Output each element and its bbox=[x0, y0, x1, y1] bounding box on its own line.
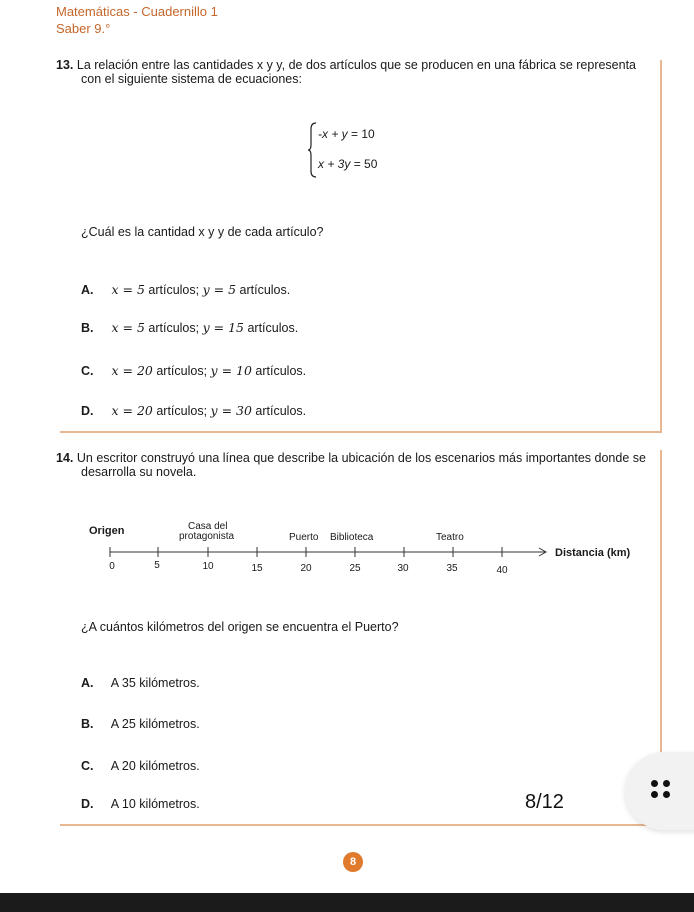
q14-text-line2: desarrolla su novela. bbox=[81, 465, 197, 479]
option-letter: B. bbox=[81, 321, 94, 335]
q13-bottom-rule bbox=[60, 431, 662, 433]
option-text: A 10 kilómetros. bbox=[110, 797, 200, 811]
grid-dots-icon bbox=[651, 780, 673, 802]
q14-number: 14. bbox=[56, 451, 74, 465]
tick-label-30: 30 bbox=[397, 563, 409, 574]
equation-2 bbox=[318, 157, 377, 171]
q13-option-b[interactable] bbox=[81, 320, 298, 335]
option-letter: D. bbox=[81, 797, 94, 811]
q14-option-c[interactable] bbox=[81, 759, 200, 773]
option-y-unit: artículos. bbox=[251, 404, 307, 418]
option-text: A 35 kilómetros. bbox=[110, 676, 200, 690]
option-text: A 20 kilómetros. bbox=[110, 759, 200, 773]
option-x-value: x = 20 bbox=[111, 363, 153, 378]
tick-label-10: 10 bbox=[202, 561, 214, 572]
equation-2-rhs: = 50 bbox=[353, 157, 378, 171]
q13-number: 13. bbox=[56, 58, 74, 72]
option-letter: B. bbox=[81, 717, 94, 731]
tick-label-25: 25 bbox=[349, 563, 361, 574]
grid-menu-button[interactable] bbox=[625, 752, 694, 830]
tick-label-20: 20 bbox=[300, 563, 312, 574]
q14-bottom-rule bbox=[60, 824, 660, 826]
option-x-value: x = 20 bbox=[111, 403, 153, 418]
q13-text-line1: La relación entre las cantidades x y y, de dos artículos que se producen en una fábrica se representa bbox=[76, 58, 637, 72]
q13-option-c[interactable] bbox=[81, 363, 306, 378]
q14-statement bbox=[56, 451, 656, 465]
equation-1 bbox=[318, 127, 375, 141]
brace-icon bbox=[308, 121, 318, 179]
grade-label: Saber 9.° bbox=[56, 21, 111, 36]
option-y-value: y = 10 bbox=[210, 363, 252, 378]
page-counter: 8/12 bbox=[525, 791, 564, 813]
q13-text-line2: con el siguiente sistema de ecuaciones: bbox=[81, 72, 302, 86]
q13-option-d[interactable] bbox=[81, 403, 306, 418]
label-teatro: Teatro bbox=[436, 532, 464, 543]
label-axis: Distancia (km) bbox=[555, 547, 631, 559]
option-x-value: x = 5 bbox=[111, 320, 145, 335]
number-line-figure bbox=[0, 510, 694, 580]
equation-2-lhs: x + 3y bbox=[318, 157, 351, 171]
label-puerto: Puerto bbox=[289, 532, 319, 543]
option-letter: A. bbox=[81, 283, 94, 297]
q13-option-a[interactable] bbox=[81, 282, 290, 297]
option-x-unit: artículos; bbox=[152, 364, 211, 378]
label-casa-line2: protagonista bbox=[179, 531, 235, 542]
tick-label-35: 35 bbox=[446, 563, 458, 574]
equation-system bbox=[308, 121, 418, 179]
label-biblioteca: Biblioteca bbox=[330, 532, 374, 543]
q14-option-a[interactable] bbox=[81, 676, 200, 690]
q14-option-b[interactable] bbox=[81, 717, 200, 731]
option-y-value: y = 30 bbox=[210, 403, 252, 418]
option-x-unit: artículos; bbox=[144, 283, 203, 297]
option-x-value: x = 5 bbox=[111, 282, 145, 297]
label-casa-line1: Casa del bbox=[188, 521, 228, 532]
option-letter: D. bbox=[81, 404, 94, 418]
option-y-unit: artículos. bbox=[251, 364, 307, 378]
q14-text-line1: Un escritor construyó una línea que describe la ubicación de los escenarios más importantes donde se bbox=[76, 451, 646, 465]
equation-1-lhs: -x + y bbox=[318, 127, 348, 141]
option-y-value: y = 5 bbox=[202, 282, 237, 297]
option-y-value: y = 15 bbox=[202, 320, 244, 335]
q13-side-rule bbox=[660, 60, 662, 432]
label-origin: Origen bbox=[89, 525, 125, 537]
option-letter: C. bbox=[81, 759, 94, 773]
q14-question: ¿A cuántos kilómetros del origen se encuentra el Puerto? bbox=[81, 620, 399, 634]
option-text: A 25 kilómetros. bbox=[110, 717, 200, 731]
tick-label-40: 40 bbox=[496, 565, 508, 576]
option-x-unit: artículos; bbox=[152, 404, 211, 418]
equation-1-rhs: = 10 bbox=[351, 127, 375, 141]
tick-label-5: 5 bbox=[154, 560, 160, 571]
tick-label-0: 0 bbox=[109, 561, 115, 572]
option-letter: C. bbox=[81, 364, 94, 378]
tick-label-15: 15 bbox=[251, 563, 263, 574]
bottom-navigation-bar bbox=[0, 893, 694, 912]
q13-question: ¿Cuál es la cantidad x y y de cada artículo? bbox=[81, 225, 324, 239]
option-y-unit: artículos. bbox=[243, 321, 299, 335]
q13-statement bbox=[56, 58, 656, 72]
booklet-title: Matemáticas - Cuadernillo 1 bbox=[56, 4, 218, 19]
q14-option-d[interactable] bbox=[81, 797, 200, 811]
option-letter: A. bbox=[81, 676, 94, 690]
page-number-badge: 8 bbox=[343, 852, 363, 872]
option-y-unit: artículos. bbox=[236, 283, 291, 297]
option-x-unit: artículos; bbox=[144, 321, 203, 335]
